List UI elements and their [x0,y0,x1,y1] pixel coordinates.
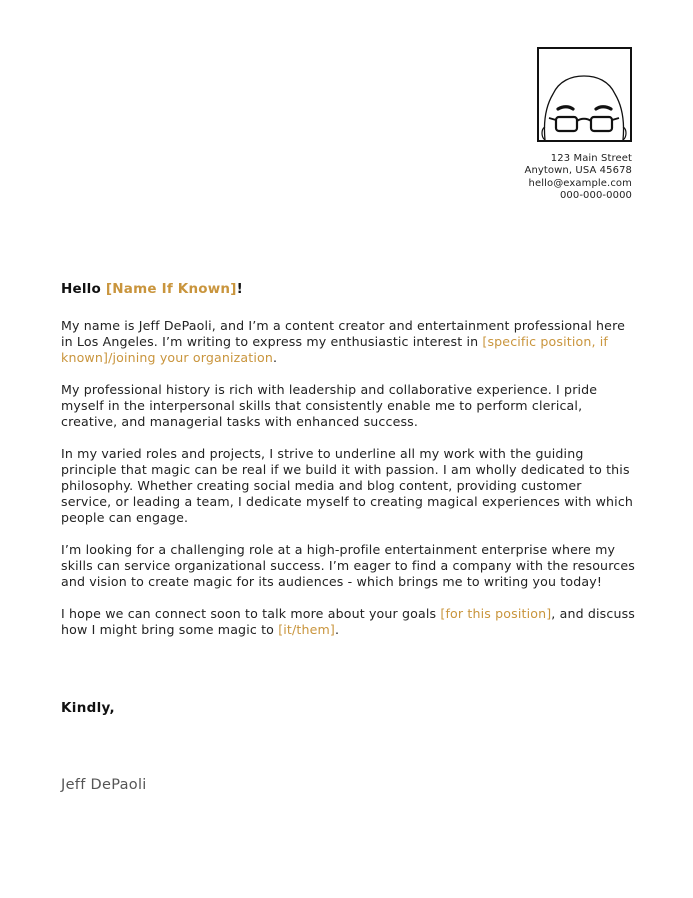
contact-email[interactable]: hello@example.com [528,177,632,189]
position-placeholder-2: [for this position] [440,606,552,621]
pronoun-placeholder: [it/them] [278,622,335,637]
paragraph-philosophy: In my varied roles and projects, I strive to underline all my work with the guiding principle that magic can be real if we build it with passion. I am wholly dedicated to this philosophy. Whether creating social media and blog content, providing customer service, or leading a team, I dedicate myself to creating magical experiences with which people can engage. [61,446,634,525]
greeting-prefix: Hello [61,281,106,297]
closing-salutation: Kindly, [61,700,115,716]
contact-phone: 000-000-0000 [559,189,632,201]
paragraph-closing-text: I hope we can connect soon to talk more about your goals [61,606,441,621]
greeting-suffix: ! [236,281,243,297]
paragraph-intro [61,318,636,366]
paragraph-history: My professional history is rich with leadership and collaborative experience. I pride myself in the interpersonal skills that consistently enable me to perform clerical, creative, and managerial tasks with enhanced success. [61,382,598,429]
avatar-illustration-icon [539,49,630,140]
signature: Jeff DePaoli [61,777,147,793]
avatar [537,47,632,142]
paragraph-closing-end: . [334,622,340,637]
paragraph-intro-text: My name is Jeff DePaoli, and I’m a content creator and entertainment professional here in Los Angeles. I’m writing to express my enthusiastic interest in [61,318,626,349]
greeting [61,281,636,298]
paragraph-goal: I’m looking for a challenging role at a high-profile entertainment enterprise where my skills can service organizational success. I’m eager to find a company with the resources and vision to create magic for its audiences - which brings me to writing you today! [61,542,635,589]
letter-body [61,281,636,654]
contact-city: Anytown, USA 45678 [524,165,632,177]
greeting-name-placeholder: [Name If Known] [105,281,237,297]
position-placeholder: [specific position, if known]/joining your organization [61,334,609,365]
contact-street: 123 Main Street [550,153,632,164]
contact-block [525,153,633,202]
paragraph-closing [61,606,636,638]
paragraph-closing-mid: , and discuss how I might bring some magic to [61,606,636,637]
paragraph-intro-end: . [273,350,278,365]
